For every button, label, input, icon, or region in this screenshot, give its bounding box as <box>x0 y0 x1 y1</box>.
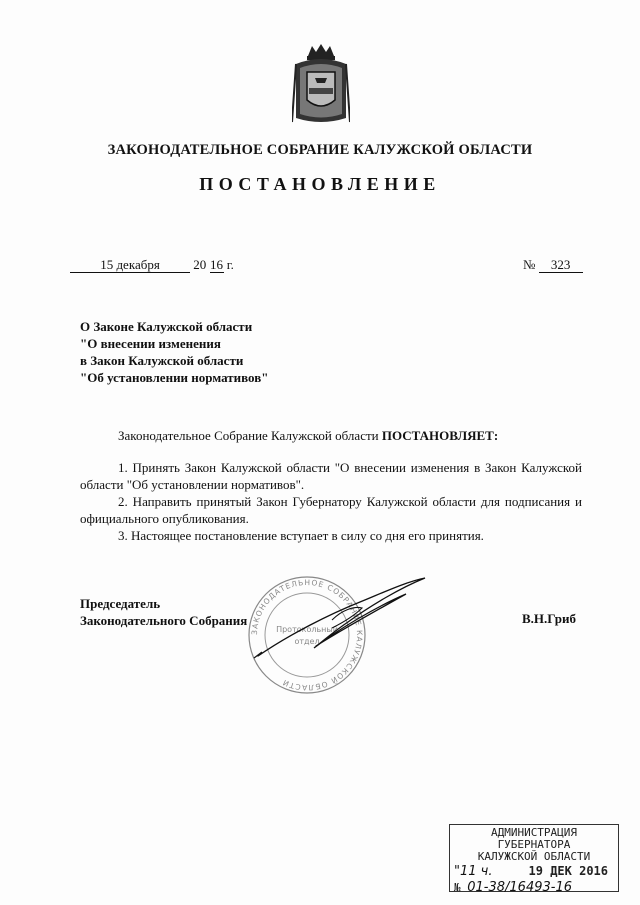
resolution-item: 3. Настоящее постановление вступает в силу со дня его принятия. <box>118 528 484 543</box>
preamble-text: Законодательное Собрание Калужской области <box>118 428 382 443</box>
handwritten-signature <box>220 572 440 672</box>
signatory-position-line: Законодательного Собрания <box>80 613 248 628</box>
date-year-abbr: г. <box>226 257 234 272</box>
signatory-position-line: Председатель <box>80 596 161 611</box>
registration-stamp <box>449 824 619 895</box>
resolution-item: 1. Принять Закон Калужской области "О внесении изменения в Закон Калужской области "Об установлении нормативов". <box>80 460 582 492</box>
seal-inner-line: отдел <box>294 637 320 646</box>
seal-inner-line: Протокольный <box>276 625 338 634</box>
stamp-number-label: № <box>454 881 461 894</box>
subject-line: в Закон Калужской области <box>80 353 244 368</box>
number-label: № <box>523 257 536 272</box>
date-year-suffix: 16 <box>210 257 223 272</box>
document-type-title: ПОСТАНОВЛЕНИЕ <box>199 174 441 194</box>
document-subject <box>80 318 268 386</box>
subject-line: О Законе Калужской области <box>80 319 253 334</box>
stamp-line: АДМИНИСТРАЦИЯ ГУБЕРНАТОРА <box>490 826 578 851</box>
subject-line: "О внесении изменения <box>80 336 221 351</box>
number-value: 323 <box>539 258 583 273</box>
signatory-name: В.Н.Гриб <box>522 611 576 626</box>
document-number <box>523 257 583 273</box>
preamble <box>118 428 498 444</box>
stamp-time: "11 ч. <box>454 864 493 879</box>
date-day-month: 15 декабря <box>70 258 190 273</box>
kaluga-coat-of-arms-icon <box>292 42 350 124</box>
resolution-items <box>80 459 582 544</box>
stamp-line: КАЛУЖСКОЙ ОБЛАСТИ <box>477 850 591 863</box>
preamble-resolves: ПОСТАНОВЛЯЕТ: <box>381 428 499 443</box>
organization-name: ЗАКОНОДАТЕЛЬНОЕ СОБРАНИЕ КАЛУЖСКОЙ ОБЛАСТИ <box>107 142 533 158</box>
subject-line: "Об установлении нормативов" <box>80 370 269 385</box>
seal-outer-text: ЗАКОНОДАТЕЛЬНОЕ СОБРАНИЕ КАЛУЖСКОЙ ОБЛАСТИ <box>249 577 365 693</box>
date-year-prefix: 20 <box>193 257 207 272</box>
stamp-number: 01-38/16493-16 <box>467 880 572 895</box>
resolution-item: 2. Направить принятый Закон Губернатору Калужской области для подписания и официального опубликования. <box>80 494 582 526</box>
stamp-date: 19 ДЕК 2016 <box>528 864 608 878</box>
document-date <box>70 257 234 273</box>
